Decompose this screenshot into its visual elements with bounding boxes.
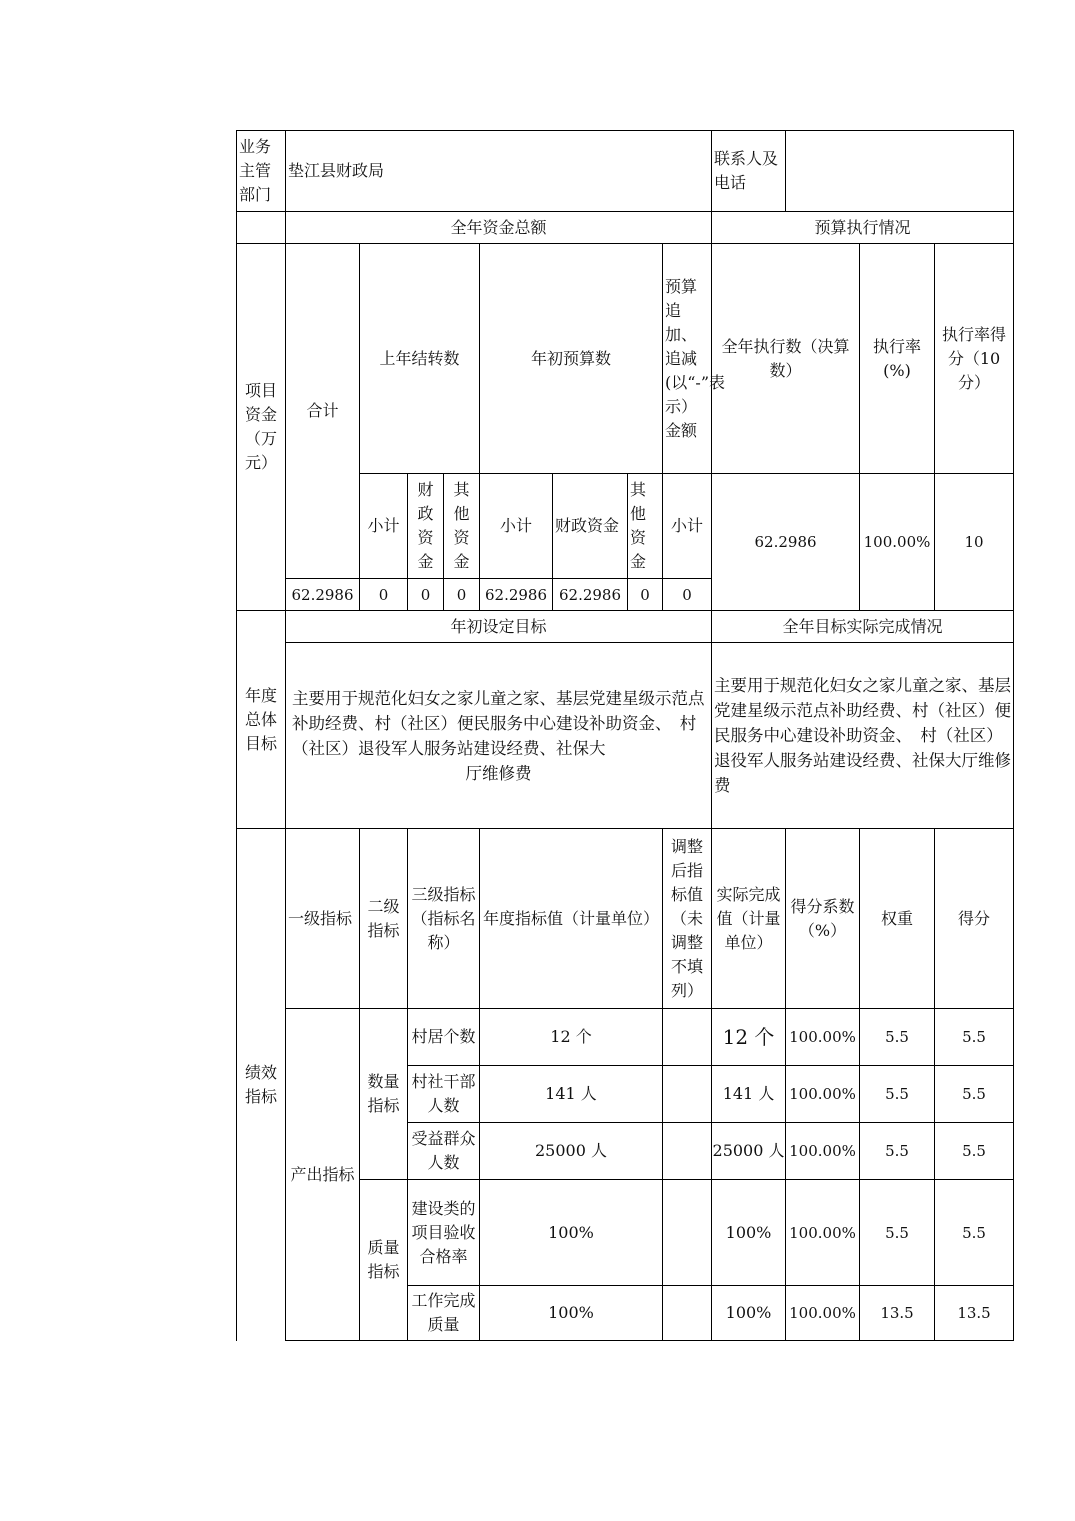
carry-fiscal-header: 财政资金 [408, 474, 444, 579]
init-other-value: 0 [628, 579, 663, 611]
total-funds-header: 全年资金总额 [286, 212, 712, 244]
init-fiscal-header: 财政资金 [553, 474, 628, 579]
indicator-actual: 100% [712, 1286, 786, 1341]
indicator-name: 受益群众人数 [408, 1123, 480, 1180]
goals-header-row [237, 611, 1014, 643]
col-rate-score: 执行率得分（10分） [935, 244, 1014, 474]
indicator-weight: 13.5 [860, 1286, 935, 1341]
indicator-adjusted [663, 1009, 712, 1066]
indicator-actual: 12 个 [712, 1009, 786, 1066]
indicator-annual: 100% [480, 1286, 663, 1341]
indicator-coef: 100.00% [786, 1286, 860, 1341]
indicator-score: 5.5 [935, 1123, 1014, 1180]
carry-subtotal-value: 0 [360, 579, 408, 611]
indicator-score: 5.5 [935, 1180, 1014, 1286]
carry-other-value: 0 [444, 579, 480, 611]
indicator-adjusted [663, 1180, 712, 1286]
level2-quality: 质量指标 [360, 1180, 408, 1341]
indicators-header-row [237, 829, 1014, 1009]
contact-value [786, 131, 1014, 212]
indicator-annual: 141 人 [480, 1066, 663, 1123]
goals-text-row [237, 643, 1014, 829]
weight-header: 权重 [860, 829, 935, 1009]
indicator-annual: 100% [480, 1180, 663, 1286]
dept-value: 垫江县财政局 [286, 131, 712, 212]
carry-subtotal-header: 小计 [360, 474, 408, 579]
adjusted-value-header: 调整后指标值（未调整不填列） [663, 829, 712, 1009]
indicator-score: 5.5 [935, 1009, 1014, 1066]
annual-value-header: 年度指标值（计量单位） [480, 829, 663, 1009]
indicator-actual: 141 人 [712, 1066, 786, 1123]
level2-quantity: 数量指标 [360, 1009, 408, 1180]
exec-header: 预算执行情况 [712, 212, 1014, 244]
adjust-subtotal-header: 小计 [663, 474, 712, 579]
indicator-coef: 100.00% [786, 1180, 860, 1286]
indicator-weight: 5.5 [860, 1180, 935, 1286]
level2-header: 二级指标 [360, 829, 408, 1009]
indicator-adjusted [663, 1123, 712, 1180]
rate-score-value: 10 [935, 474, 1014, 611]
indicator-annual: 25000 人 [480, 1123, 663, 1180]
dept-row [237, 131, 1014, 212]
dept-label: 业务主管部门 [237, 131, 286, 212]
project-funds-label: 项目资金（万元） [237, 244, 286, 611]
empty-cell [237, 212, 286, 244]
init-fiscal-value: 62.2986 [553, 579, 628, 611]
set-goal-header: 年初设定目标 [286, 611, 712, 643]
indicator-score: 13.5 [935, 1286, 1014, 1341]
col-total: 合计 [286, 244, 360, 579]
set-goal-main: 主要用于规范化妇女之家儿童之家、基层党建星级示范点补助经费、村（社区）便民服务中心建设补助资金、 村（社区）退役军人服务站建设经费、社保大 [292, 688, 705, 758]
rate-value: 100.00% [860, 474, 935, 611]
performance-evaluation-table [236, 130, 1014, 1341]
actual-value-header: 实际完成值（计量单位） [712, 829, 786, 1009]
indicator-coef: 100.00% [786, 1066, 860, 1123]
exec-value: 62.2986 [712, 474, 860, 611]
coef-header: 得分系数（%） [786, 829, 860, 1009]
indicator-name: 工作完成质量 [408, 1286, 480, 1341]
level1-header: 一级指标 [286, 829, 360, 1009]
contact-label: 联系人及电话 [712, 131, 786, 212]
indicator-annual: 12 个 [480, 1009, 663, 1066]
set-goal-text [286, 643, 712, 829]
annual-goal-label: 年度总体目标 [237, 611, 286, 829]
indicator-actual: 25000 人 [712, 1123, 786, 1180]
indicator-name: 建设类的项目验收合格率 [408, 1180, 480, 1286]
adjust-subtotal-value: 0 [663, 579, 712, 611]
indicator-name: 村居个数 [408, 1009, 480, 1066]
set-goal-tail: 厅维修费 [465, 763, 532, 783]
score-header: 得分 [935, 829, 1014, 1009]
col-initial-budget: 年初预算数 [480, 244, 663, 474]
level3-header: 三级指标（指标名称） [408, 829, 480, 1009]
funds-colheader-row [237, 244, 1014, 474]
indicator-weight: 5.5 [860, 1009, 935, 1066]
col-carryover: 上年结转数 [360, 244, 480, 474]
carry-fiscal-value: 0 [408, 579, 444, 611]
indicator-name: 村社干部人数 [408, 1066, 480, 1123]
funds-header-row [237, 212, 1014, 244]
indicator-adjusted [663, 1066, 712, 1123]
actual-goal-text: 主要用于规范化妇女之家儿童之家、基层党建星级示范点补助经费、村（社区）便民服务中心建设补助资金、 村（社区）退役军人服务站建设经费、社保大厅维修费 [712, 643, 1014, 829]
col-exec: 全年执行数（决算数） [712, 244, 860, 474]
actual-goal-header: 全年目标实际完成情况 [712, 611, 1014, 643]
init-subtotal-value: 62.2986 [480, 579, 553, 611]
indicator-weight: 5.5 [860, 1123, 935, 1180]
col-adjust: 预算追加、追减(以“-”表示）金额 [663, 244, 712, 474]
col-rate: 执行率(%) [860, 244, 935, 474]
indicator-coef: 100.00% [786, 1123, 860, 1180]
indicator-score: 5.5 [935, 1066, 1014, 1123]
indicator-coef: 100.00% [786, 1009, 860, 1066]
indicators-label: 绩效指标 [237, 829, 286, 1341]
init-subtotal-header: 小计 [480, 474, 553, 579]
carry-other-header: 其他资金 [444, 474, 480, 579]
indicator-adjusted [663, 1286, 712, 1341]
indicator-actual: 100% [712, 1180, 786, 1286]
indicator-row [237, 1009, 1014, 1066]
total-value: 62.2986 [286, 579, 360, 611]
indicator-weight: 5.5 [860, 1066, 935, 1123]
level1-output: 产出指标 [286, 1009, 360, 1341]
init-other-header: 其他资金 [628, 474, 663, 579]
